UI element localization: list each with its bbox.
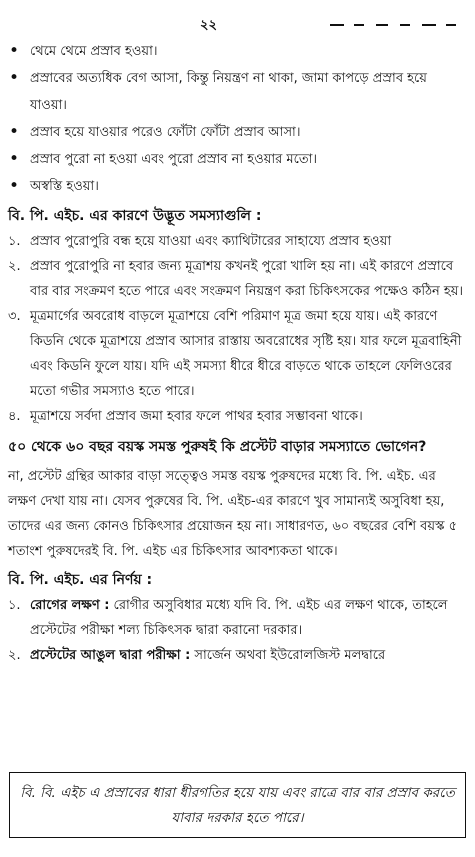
item-number: ১. (8, 234, 21, 249)
list-item: • অস্বস্তি হওয়া। (0, 173, 475, 200)
item-text: মূত্রাশয়ে সর্বদা প্রস্রাব জমা হবার ফলে পাথর হবার সম্ভাবনা থাকে। (30, 409, 363, 424)
complication-item (0, 229, 475, 254)
note-box: বি. বি. এইচ এ প্রস্রাবের ধারা ধীরগতির হয়ে যায় এবং রাত্রে বার বার প্রস্রাব করতে যাবার দরকার হতে পারে। (9, 772, 466, 838)
complications-heading: বি. পি. এইচ. এর কারণে উদ্ভূত সমস্যাগুলি : (8, 208, 262, 224)
question-heading: ৫০ থেকে ৬০ বছর বয়স্ক সমস্ত পুরুষই কি প্রস্টেট বাড়ার সমস্যাতে ভোগেন? (8, 439, 427, 455)
item-term: প্রস্টেটের আঙুল দ্বারা পরীক্ষা : (30, 648, 191, 663)
diagnosis-heading: বি. পি. এইচ. এর নির্ণয় : (8, 572, 153, 588)
item-text: রোগীর অসুবিধার মধ্যে যদি বি. পি. এইচ এর লক্ষণ থাকে, তাহলে প্রস্টেটের পরীক্ষা শল্য চিকিৎসক দ্বারা করানো দরকার। (30, 598, 448, 638)
page-content (0, 38, 475, 668)
list-item: • থেমে থেমে প্রস্রাব হওয়া। (0, 38, 475, 65)
symptom-list (0, 38, 475, 200)
complication-item (0, 254, 475, 304)
item-number: ৪. (8, 409, 21, 424)
header-decoration (330, 18, 470, 32)
page-header (0, 16, 475, 34)
list-item: • প্রস্রাবের অত্যধিক বেগ আসা, কিন্তু নিয়ন্ত্রণ না থাকা, জামা কাপড়ে প্রস্রাব হয়ে যাওয়া। (0, 65, 475, 119)
diagnosis-item (0, 643, 475, 668)
item-number: ১. (8, 598, 21, 613)
answer-paragraph: না, প্রস্টেট গ্রন্থির আকার বাড়া সত্ত্বেও সমস্ত বয়স্ক পুরুষদের মধ্যে বি. পি. এইচ. এর লক্ষণ দেখা যায় না। যেসব পুরুষের বি. পি. এইচ-এর কারণে খুব সামান্যই অসুবিধা হয়, তাদের এর জন্য কোনও চিকিৎসার প্রয়োজন হয় না। সাধারণত, ৬০ বছরের বেশি বয়স্ক ৫ শতাংশ পুরুষদেরই বি. পি. এইচ এর চিকিৎসার আবশ্যকতা থাকে। (8, 469, 458, 559)
item-text: সার্জেন অথবা ইউরোলজিস্ট মলদ্বারে (190, 648, 386, 663)
list-item: • প্রস্রাব পুরো না হওয়া এবং পুরো প্রস্রাব না হওয়ার মতো। (0, 146, 475, 173)
item-text: মূত্রমার্গের অবরোধ বাড়লে মূত্রাশয়ে বেশি পরিমাণ মূত্র জমা হয়ে যায়। এই কারণে কিডনি থেকে মূত্রাশয়ে প্রস্রাব আসার রাস্তায় অবরোধের সৃষ্টি হয়। যার ফলে মূত্রবাহিনী এবং কিডনি ফুলে যায়। যদি এই সমস্যা ধীরে ধীরে বাড়তে থাকে তাহলে ফেলিওরের মতো গভীর সমস্যাও হতে পারে। (30, 309, 462, 399)
item-text: প্রস্রাব পুরোপুরি বন্ধ হয়ে যাওয়া এবং ক্যাথিটারের সাহায্যে প্রস্রাব হওয়া (30, 234, 392, 249)
item-number: ২. (8, 648, 21, 663)
item-text: প্রস্রাব পুরোপুরি না হবার জন্য মূত্রাশয় কখনই পুরো খালি হয় না। এই কারণে প্রস্রাবে বার বার সংক্রমণ হতে পারে এবং সংক্রমণ নিয়ন্ত্রণ করা চিকিৎসকের পক্ষেও কঠিন হয়। (30, 259, 464, 299)
list-item: • প্রস্রাব হয়ে যাওয়ার পরেও ফোঁটা ফোঁটা প্রস্রাব আসা। (0, 119, 475, 146)
page-number: ২২ (200, 18, 217, 33)
item-term: রোগের লক্ষণ : (30, 598, 110, 613)
complication-item (0, 404, 475, 429)
item-number: ৩. (8, 309, 21, 324)
item-number: ২. (8, 259, 21, 274)
diagnosis-item (0, 593, 475, 643)
complication-item (0, 304, 475, 404)
